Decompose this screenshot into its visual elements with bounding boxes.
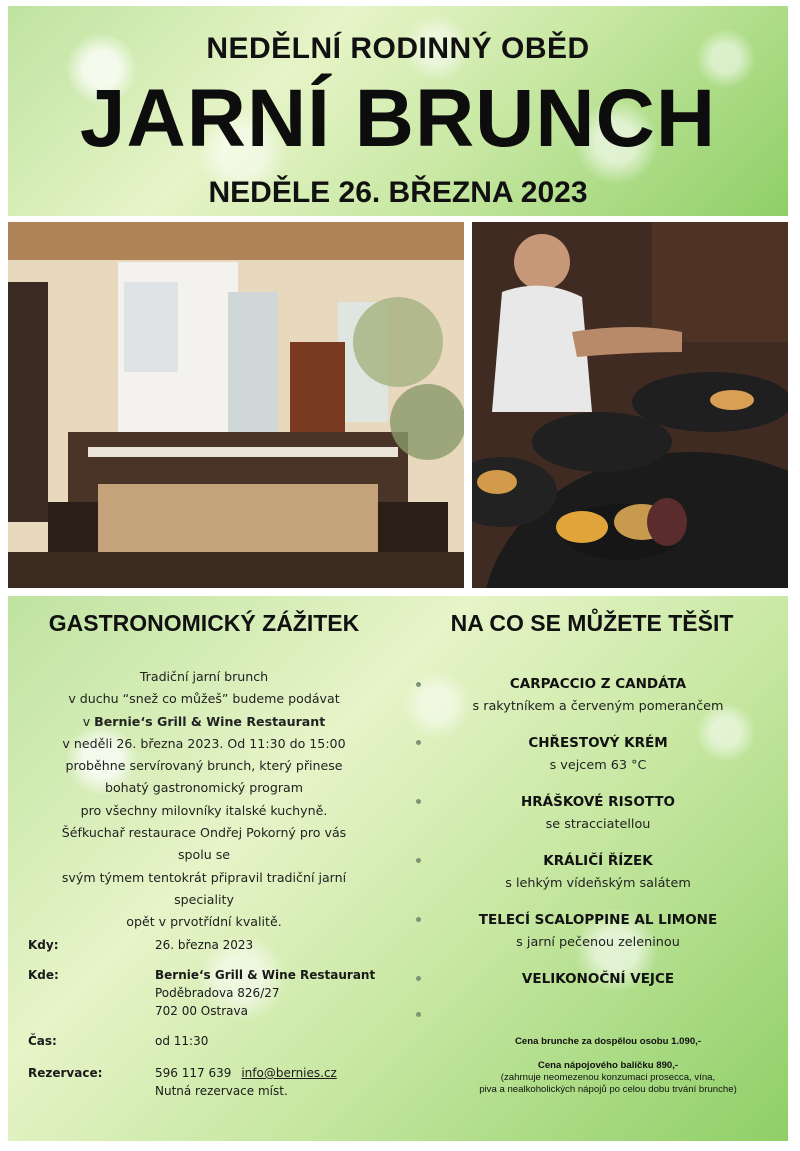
menu-item-name: TELECÍ SCALOPPINE AL LIMONE <box>478 912 718 928</box>
intro-text <box>48 666 360 934</box>
gastronomy-heading: GASTRONOMICKÝ ZÁŽITEK <box>48 610 360 636</box>
header-banner <box>8 6 788 216</box>
time-value: od 11:30 <box>155 1034 209 1048</box>
time-label: Čas: <box>28 1034 57 1048</box>
intro-line: opět v prvotřídní kvalitě. <box>126 914 282 930</box>
menu-item <box>418 676 778 714</box>
intro-line: bohatý gastronomický program <box>104 780 304 796</box>
reservation-note: Nutná rezervace míst. <box>155 1084 288 1098</box>
price-drinks-text: Cena nápojového balíčku 890,- <box>537 1060 679 1071</box>
menu-item-desc: se stracciatellou <box>545 817 651 832</box>
intro-line: proběhne servírovaný brunch, který přinese <box>65 758 343 774</box>
header-date: NEDĚLE 26. BŘEZNA 2023 <box>208 176 588 209</box>
menu-item-name: HRÁŠKOVÉ RISOTTO <box>520 794 676 810</box>
header-subtitle: NEDĚLNÍ RODINNÝ OBĚD <box>206 32 590 65</box>
menu-item-name: CARPACCIO Z CANDÁTA <box>509 676 687 692</box>
intro-line: svým týmem tentokrát připravil tradiční jarní speciality <box>61 869 347 907</box>
price-drinks-note: piva a nealkoholických nápojů po celou dobu trvání brunche) <box>479 1084 737 1095</box>
menu-item <box>418 794 778 832</box>
restaurant-name: Bernie‘s Grill & Wine Restaurant <box>94 713 326 729</box>
email-link[interactable]: info@bernies.cz <box>241 1066 337 1080</box>
restaurant-interior-illustration <box>8 222 464 588</box>
intro-line <box>48 711 360 733</box>
menu-item <box>418 853 778 891</box>
menu-item-name: VELIKONOČNÍ VEJCE <box>521 971 675 987</box>
intro-line: Šéfkuchař restaurace Ondřej Pokorný pro vás spolu se <box>61 825 347 863</box>
info-panel <box>8 596 788 1141</box>
price-adult-text: Cena brunche za dospělou osobu 1.090,- <box>514 1036 702 1047</box>
reservation-contact <box>155 1064 337 1082</box>
menu-heading: NA CO SE MŮŽETE TĚŠIT <box>450 610 734 636</box>
menu-item-desc: s lehkým vídeňským salátem <box>505 876 691 891</box>
price-adult <box>428 1036 788 1048</box>
menu-item-desc: s jarní pečenou zeleninou <box>516 935 680 950</box>
where-street: Poděbradova 826/27 <box>155 986 280 1000</box>
menu-item-desc: s vejcem 63 °C <box>549 758 647 773</box>
where-label: Kde: <box>28 968 59 982</box>
price-drinks-note: (zahrnuje neomezenou konzumaci prosecca, vína, <box>500 1072 716 1083</box>
where-city: 702 00 Ostrava <box>155 1004 248 1018</box>
menu-item <box>418 971 778 987</box>
intro-line: v duchu “snež co můžeš” budeme podávat <box>68 691 340 707</box>
intro-line-prefix: v <box>82 713 95 729</box>
when-label: Kdy: <box>28 938 59 952</box>
header-title: JARNÍ BRUNCH <box>79 73 717 164</box>
intro-line: pro všechny milovníky italské kuchyně. <box>80 802 328 818</box>
phone-number[interactable]: 596 117 639 <box>155 1066 232 1080</box>
when-value: 26. března 2023 <box>155 938 254 952</box>
restaurant-interior-photo <box>8 222 464 588</box>
menu-item-name: CHŘESTOVÝ KRÉM <box>528 735 668 751</box>
bullet-dot <box>416 1012 421 1017</box>
price-drinks <box>428 1060 788 1096</box>
menu-item-name: KRÁLIČÍ ŘÍZEK <box>543 853 653 869</box>
menu-item <box>418 912 778 950</box>
chef-plating-photo <box>472 222 788 588</box>
reservation-label: Rezervace: <box>28 1066 103 1080</box>
intro-line: v neděli 26. března 2023. Od 11:30 do 15:00 <box>62 735 346 751</box>
menu-item <box>418 735 778 773</box>
menu-item-desc: s rakytníkem a červeným pomerančem <box>472 699 724 714</box>
where-name: Bernie‘s Grill & Wine Restaurant <box>155 968 376 982</box>
chef-plating-illustration <box>472 222 788 588</box>
intro-line: Tradiční jarní brunch <box>139 669 269 684</box>
